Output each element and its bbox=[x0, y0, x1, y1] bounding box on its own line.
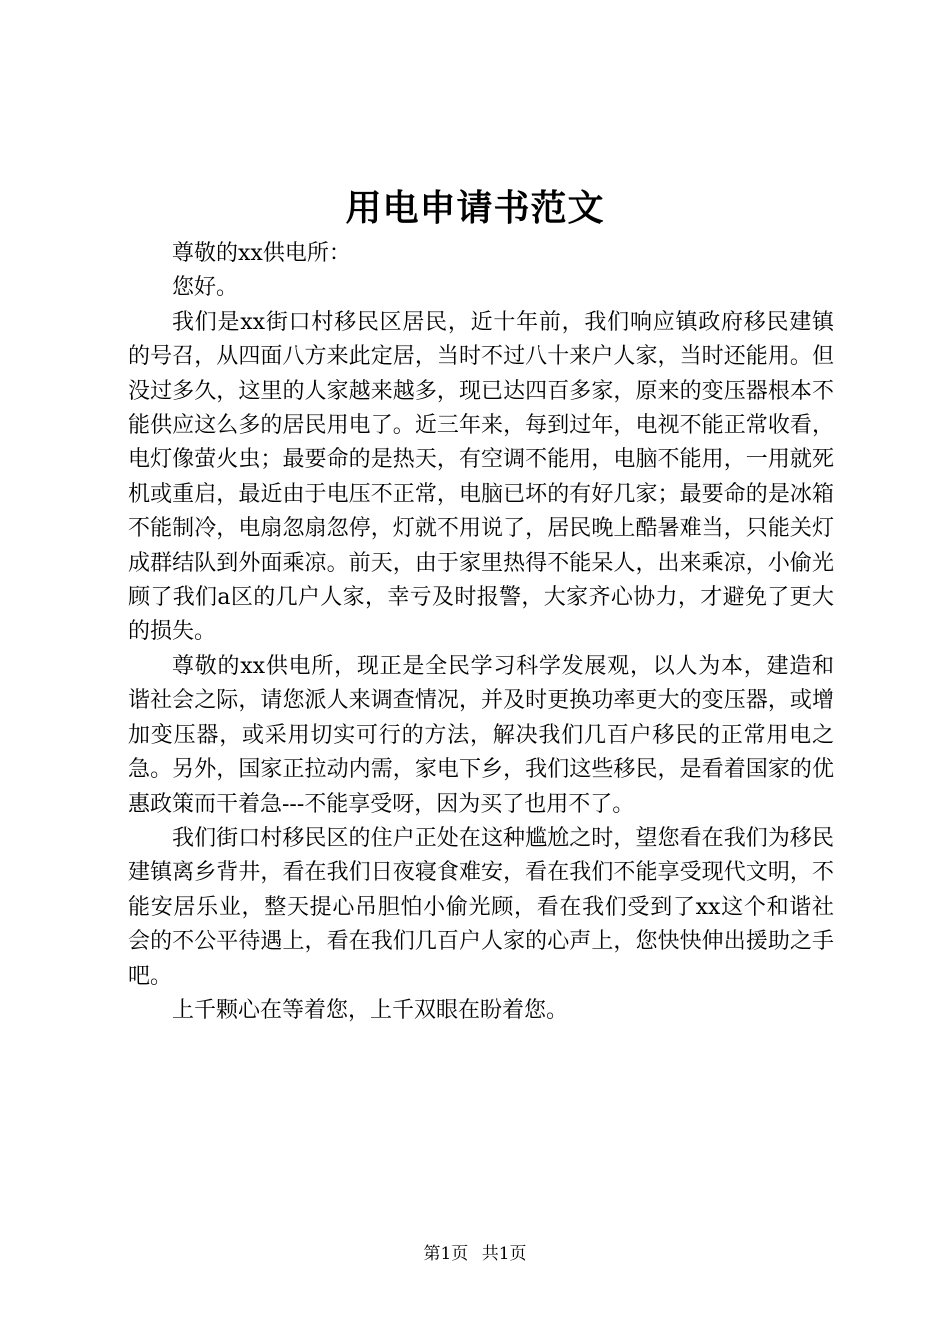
body-paragraph: 我们街口村移民区的住户正处在这种尴尬之时，望您看在我们为移民建镇离乡背井，看在我们日夜寝食难安，看在我们不能享受现代文明，不能安居乐业，整天提心吊胆怕小偷光顾，看在我们受到了xx这个和谐社会的不公平待遇上，看在我们几百户人家的心声上，您快快伸出援助之手吧。 bbox=[128, 825, 834, 989]
closing-paragraph: 上千颗心在等着您，上千双眼在盼着您。 bbox=[172, 997, 569, 1023]
page-footer bbox=[0, 1242, 950, 1266]
page-number: 第1页 bbox=[423, 1244, 469, 1264]
body-paragraph: 我们是xx街口村移民区居民，近十年前，我们响应镇政府移民建镇的号召，从四面八方来此定居，当时不过八十来户人家，当时还能用。但没过多久，这里的人家越来越多，现已达四百多家，原来的变压器根本不能供应这么多的居民用电了。近三年来，每到过年，电视不能正常收看，电灯像萤火虫；最要命的是热天，有空调不能用，电脑不能用，一用就死机或重启，最近由于电压不正常，电脑已坏的有好几家；最要命的是冰箱不能制冷，电扇忽扇忽停，灯就不用说了，居民晚上酷暑难当，只能关灯成群结队到外面乘凉。前天，由于家里热得不能呆人，出来乘凉，小偷光顾了我们a区的几户人家，幸亏及时报警，大家齐心协力，才避免了更大的损失。 bbox=[128, 309, 834, 645]
greeting: 您好。 bbox=[172, 275, 239, 301]
body-paragraph: 尊敬的xx供电所，现正是全民学习科学发展观，以人为本，建造和谐社会之际，请您派人来调查情况，并及时更换功率更大的变压器，或增加变压器，或采用切实可行的方法，解决我们几百户移民的正常用电之急。另外，国家正拉动内需，家电下乡，我们这些移民，是看着国家的优惠政策而干着急---不能享受呀，因为买了也用不了。 bbox=[128, 653, 834, 817]
document-body bbox=[128, 237, 834, 1028]
document-title: 用电申请书范文 bbox=[345, 187, 605, 229]
salutation: 尊敬的xx供电所： bbox=[172, 241, 351, 266]
page-total: 共1页 bbox=[481, 1244, 527, 1264]
